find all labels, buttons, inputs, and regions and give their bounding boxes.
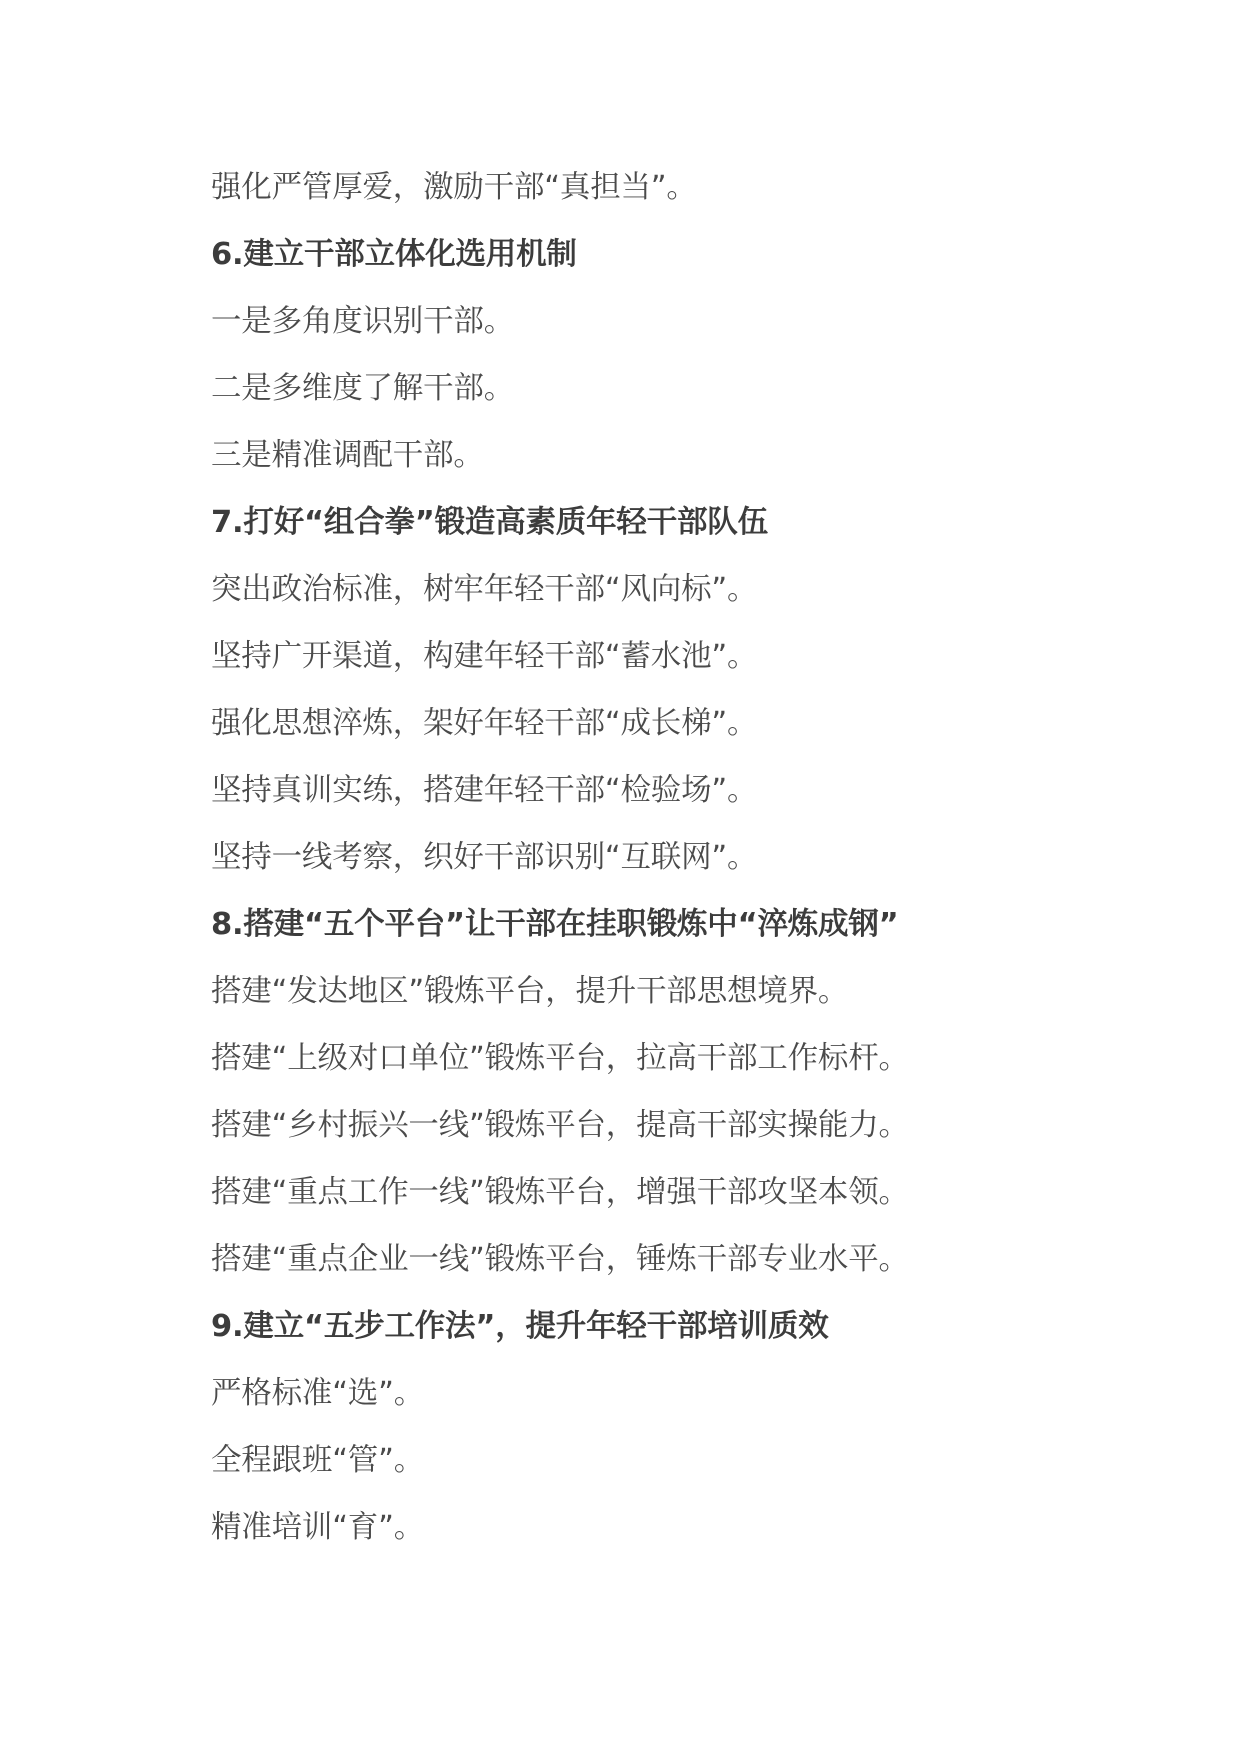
paragraph: 突出政治标准，树牢年轻干部“风向标”。 xyxy=(211,572,758,607)
paragraph: 搭建“重点企业一线”锻炼平台，锤炼干部专业水平。 xyxy=(211,1242,909,1277)
paragraph: 坚持一线考察，织好干部识别“互联网”。 xyxy=(211,840,758,875)
paragraph: 强化思想淬炼，架好年轻干部“成长梯”。 xyxy=(211,706,758,741)
paragraph: 全程跟班“管”。 xyxy=(211,1443,425,1478)
paragraph: 精准培训“育”。 xyxy=(211,1510,425,1545)
section-heading: 6.建立干部立体化选用机制 xyxy=(211,237,577,272)
paragraph: 搭建“上级对口单位”锻炼平台，拉高干部工作标杆。 xyxy=(211,1041,909,1076)
paragraph: 二是多维度了解干部。 xyxy=(211,371,514,406)
paragraph: 坚持广开渠道，构建年轻干部“蓄水池”。 xyxy=(211,639,758,674)
document-body xyxy=(211,168,1211,1575)
paragraph: 三是精准调配干部。 xyxy=(211,438,484,473)
paragraph: 严格标准“选”。 xyxy=(211,1376,425,1411)
paragraph: 搭建“乡村振兴一线”锻炼平台，提高干部实操能力。 xyxy=(211,1108,909,1143)
section-heading: 9.建立“五步工作法”，提升年轻干部培训质效 xyxy=(211,1309,829,1344)
section-heading: 7.打好“组合拳”锻造高素质年轻干部队伍 xyxy=(211,505,768,540)
paragraph: 强化严管厚爱，激励干部“真担当”。 xyxy=(211,170,697,205)
paragraph: 搭建“重点工作一线”锻炼平台，增强干部攻坚本领。 xyxy=(211,1175,909,1210)
section-heading: 8.搭建“五个平台”让干部在挂职锻炼中“淬炼成钢” xyxy=(211,907,899,942)
paragraph: 搭建“发达地区”锻炼平台，提升干部思想境界。 xyxy=(211,974,849,1009)
paragraph: 一是多角度识别干部。 xyxy=(211,304,514,339)
paragraph: 坚持真训实练，搭建年轻干部“检验场”。 xyxy=(211,773,758,808)
